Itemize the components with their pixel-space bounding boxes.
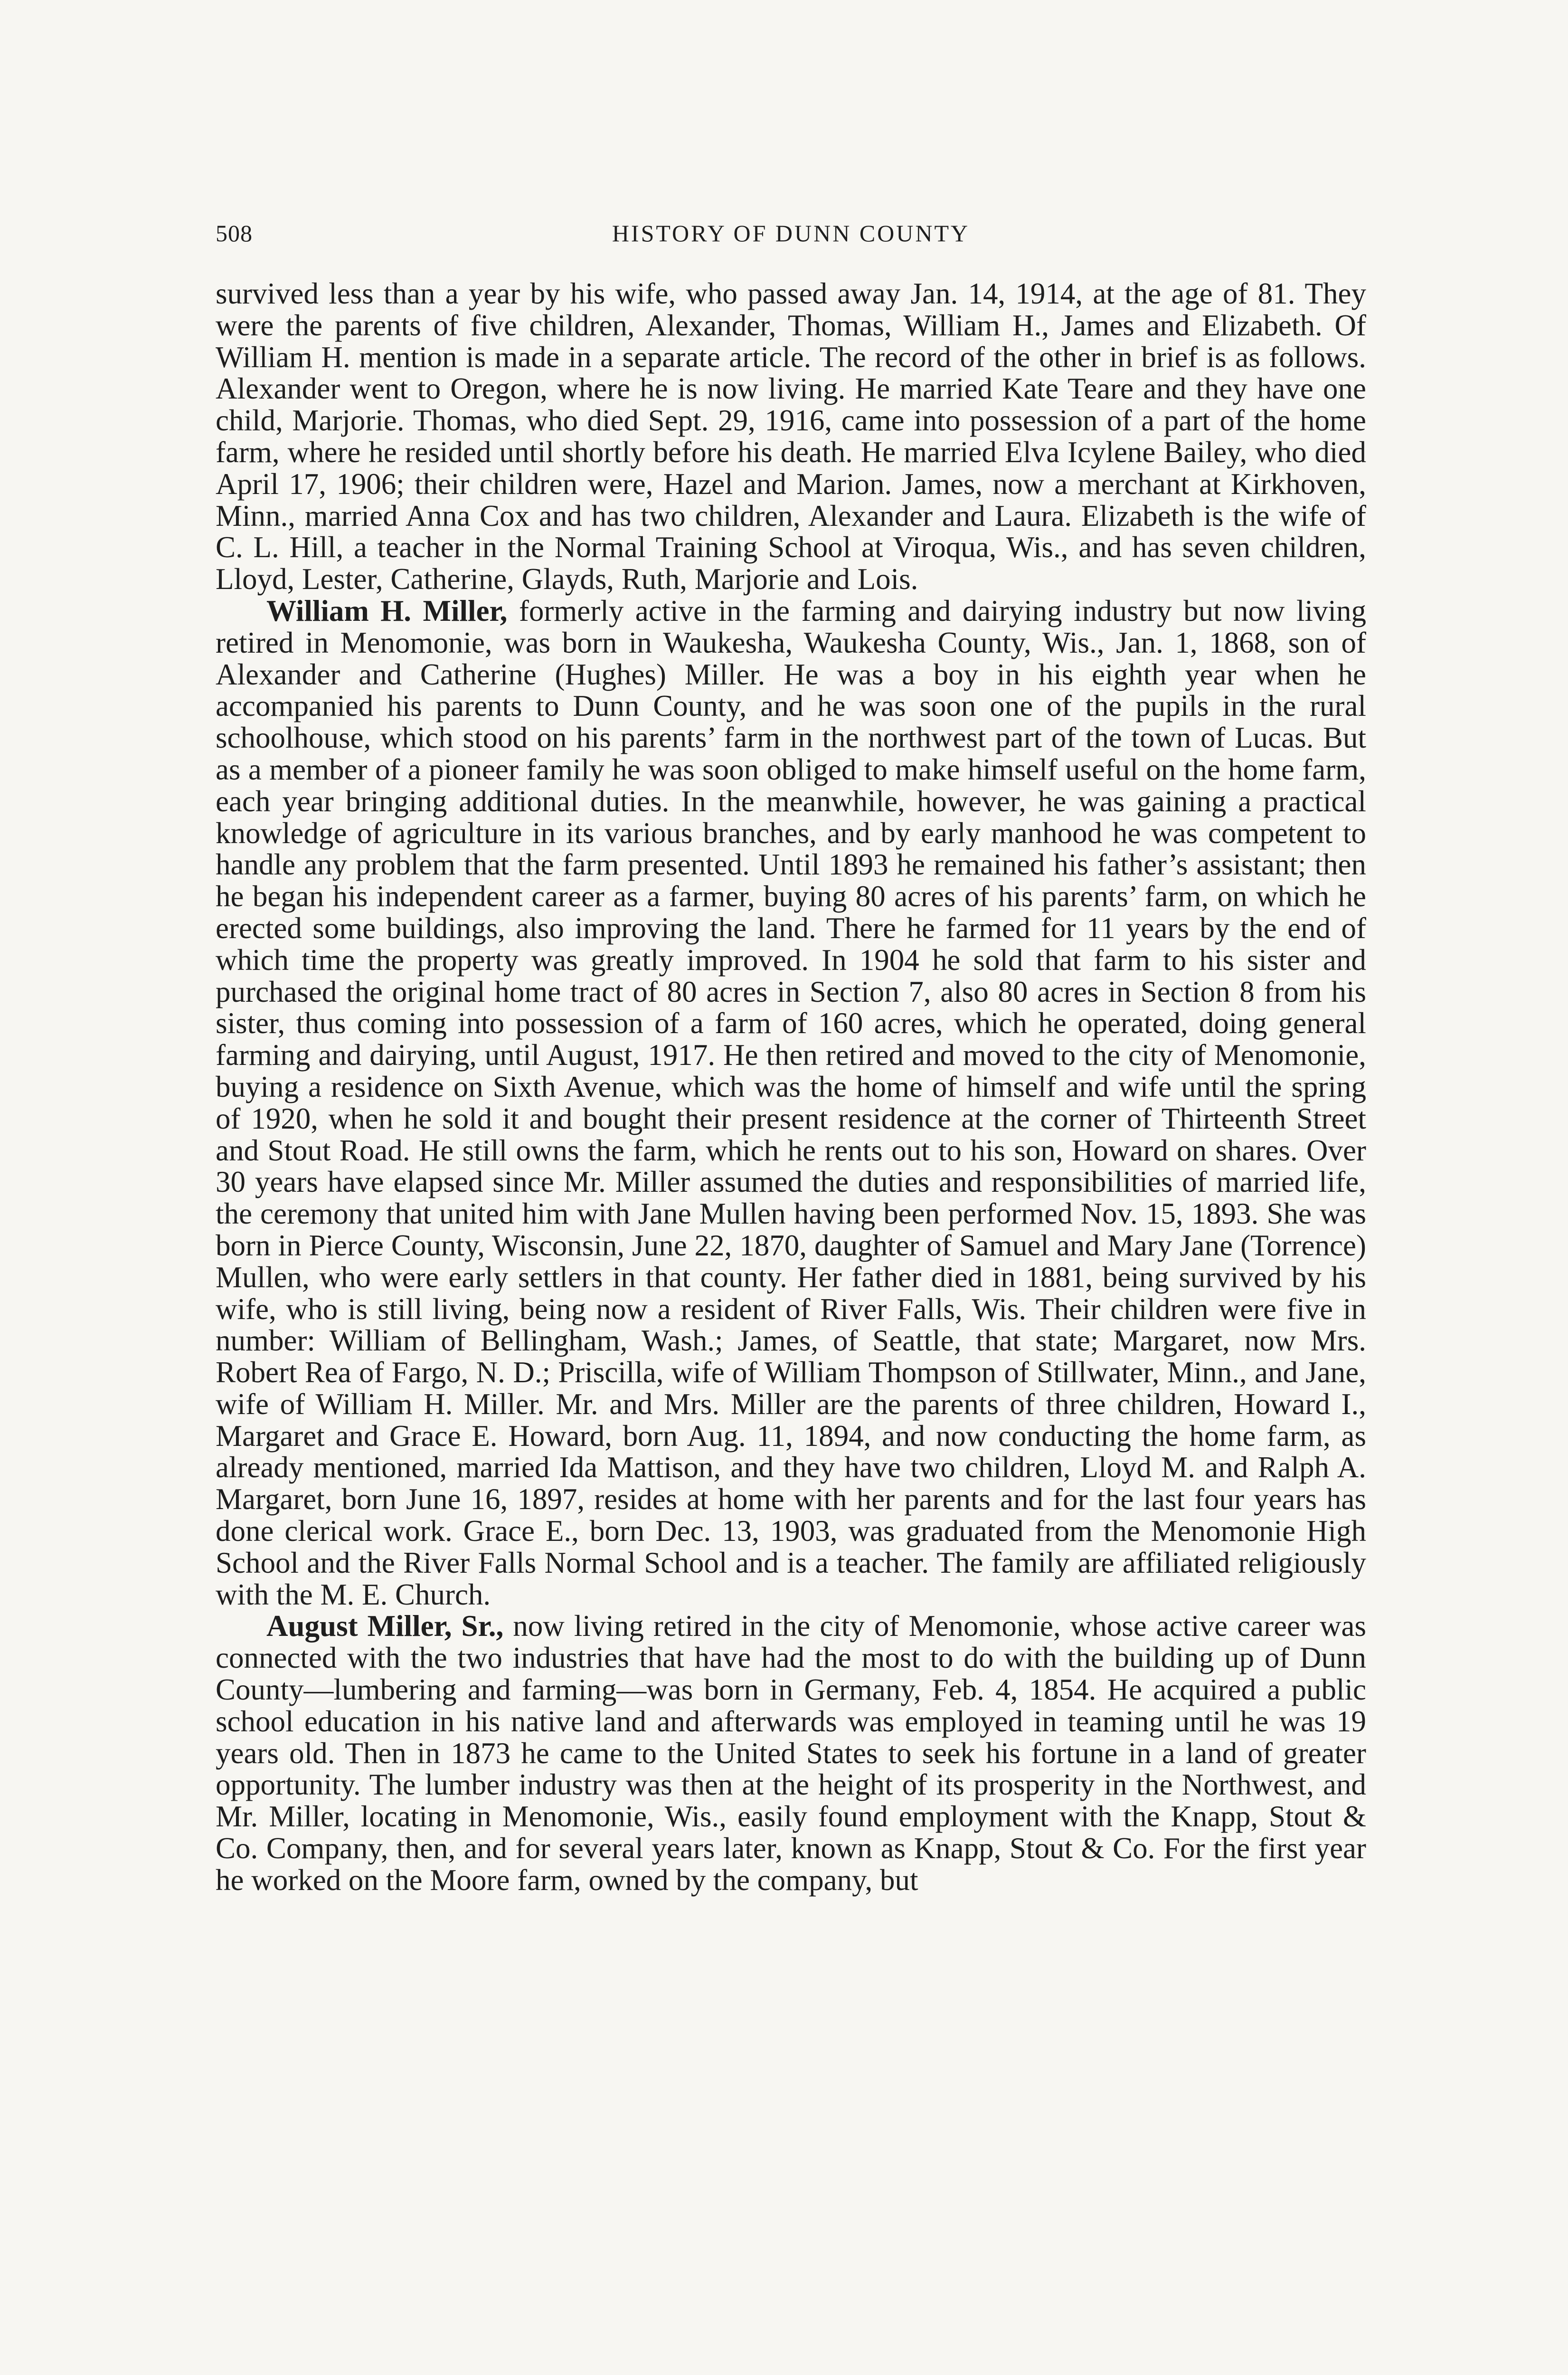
paragraph-text: formerly active in the farming and dairying industry but now living retired in Menomonie, was born in Waukesha, Waukesha County, Wis., Jan. 1, 1868, son of Alexander and Catherine (Hughes) Miller. He was a boy in his eighth year when he accompanied his parents to Dunn County, and he was soon one of the pupils in the rural schoolhouse, which stood on his parents’ farm in the northwest part of the town of Lucas. But as a member of a pioneer family he was soon obliged to make himself useful on the home farm, each year bringing additional duties. In the meanwhile, however, he was gaining a practical knowledge of agriculture in its various branches, and by early manhood he was competent to handle any problem that the farm presented. Until 1893 he remained his father’s assistant; then he began his independent career as a farmer, buying 80 acres of his parents’ farm, on which he erected some buildings, also improving the land. There he farmed for 11 years by the end of which time the property was greatly improved. In 1904 he sold that farm to his sister and purchased the original home tract of 80 acres in Section 7, also 80 acres in Section 8 from his sister, thus coming into possession of a farm of 160 acres, which he operated, doing general farming and dairying, until August, 1917. He then retired and moved to the city of Menomonie, buying a residence on Sixth Avenue, which was the home of himself and wife until the spring of 1920, when he sold it and bought their present residence at the corner of Thirteenth Street and Stout Road. He still owns the farm, which he rents out to his son, Howard on shares. Over 30 years have elapsed since Mr. Miller assumed the duties and responsibilities of married life, the ceremony that united him with Jane Mullen having been performed Nov. 15, 1893. She was born in Pierce County, Wisconsin, June 22, 1870, daughter of Samuel and Mary Jane (Torrence) Mullen, who were early settlers in that county. Her father died in 1881, being survived by his wife, who is still living, being now a resident of River Falls, Wis. Their children were five in number: William of Bellingham, Wash.; James, of Seattle, that state; Margaret, now Mrs. Robert Rea of Fargo, N. D.; Priscilla, wife of William Thompson of Stillwater, Minn., and Jane, wife of William H. Miller. Mr. and Mrs. Miller are the parents of three children, Howard I., Margaret and Grace E. Howard, born Aug. 11, 1894, and now conducting the home farm, as already mentioned, married Ida Mattison, and they have two children, Lloyd M. and Ralph A. Margaret, born June 16, 1897, resides at home with her parents and for the last four years has done clerical work. Grace E., born Dec. 13, 1903, was graduated from the Menomonie High School and the River Falls Normal School and is a teacher. The family are affiliated religiously with the M. E. Church.	[216, 594, 1366, 1611]
running-title: HISTORY OF DUNN COUNTY	[612, 220, 970, 247]
paragraph-text: now living retired in the city of Menomonie, whose active career was connected with the two industries that have had the most to do with the building up of Dunn County—lumbering and farming—was born in Germany, Feb. 4, 1854. He acquired a public school education in his native land and afterwards was employed in teaming until he was 19 years old. Then in 1873 he came to the United States to seek his fortune in a land of greater opportunity. The lumber industry was then at the height of its prosperity in the Northwest, and Mr. Miller, locating in Menomonie, Wis., easily found employment with the Knapp, Stout & Co. Company, then, and for several years later, known as Knapp, Stout & Co. For the first year he worked on the Moore farm, owned by the company, but	[216, 1609, 1366, 1897]
biography-name: William H. Miller,	[266, 594, 508, 627]
page-header	[216, 219, 1366, 253]
text-column	[216, 278, 1366, 1896]
paragraph-text: survived less than a year by his wife, who passed away Jan. 14, 1914, at the age of 81. They were the parents of five children, Alexander, Thomas, William H., James and Elizabeth. Of William H. mention is made in a separate article. The record of the other in brief is as follows. Alexander went to Oregon, where he is now living. He married Kate Teare and they have one child, Marjorie. Thomas, who died Sept. 29, 1916, came into possession of a part of the home farm, where he resided until shortly before his death. He married Elva Icylene Bailey, who died April 17, 1906; their children were, Hazel and Marion. James, now a merchant at Kirkhoven, Minn., married Anna Cox and has two children, Alexander and Laura. Elizabeth is the wife of C. L. Hill, a teacher in the Normal Training School at Viroqua, Wis., and has seven children, Lloyd, Lester, Catherine, Glayds, Ruth, Marjorie and Lois.	[216, 277, 1366, 596]
paragraph-august-miller-sr	[216, 1610, 1366, 1896]
biography-name: August Miller, Sr.,	[266, 1609, 504, 1643]
paragraph-miller-family-continued	[216, 278, 1366, 595]
page-number: 508	[216, 220, 253, 247]
paragraph-william-h-miller	[216, 595, 1366, 1611]
